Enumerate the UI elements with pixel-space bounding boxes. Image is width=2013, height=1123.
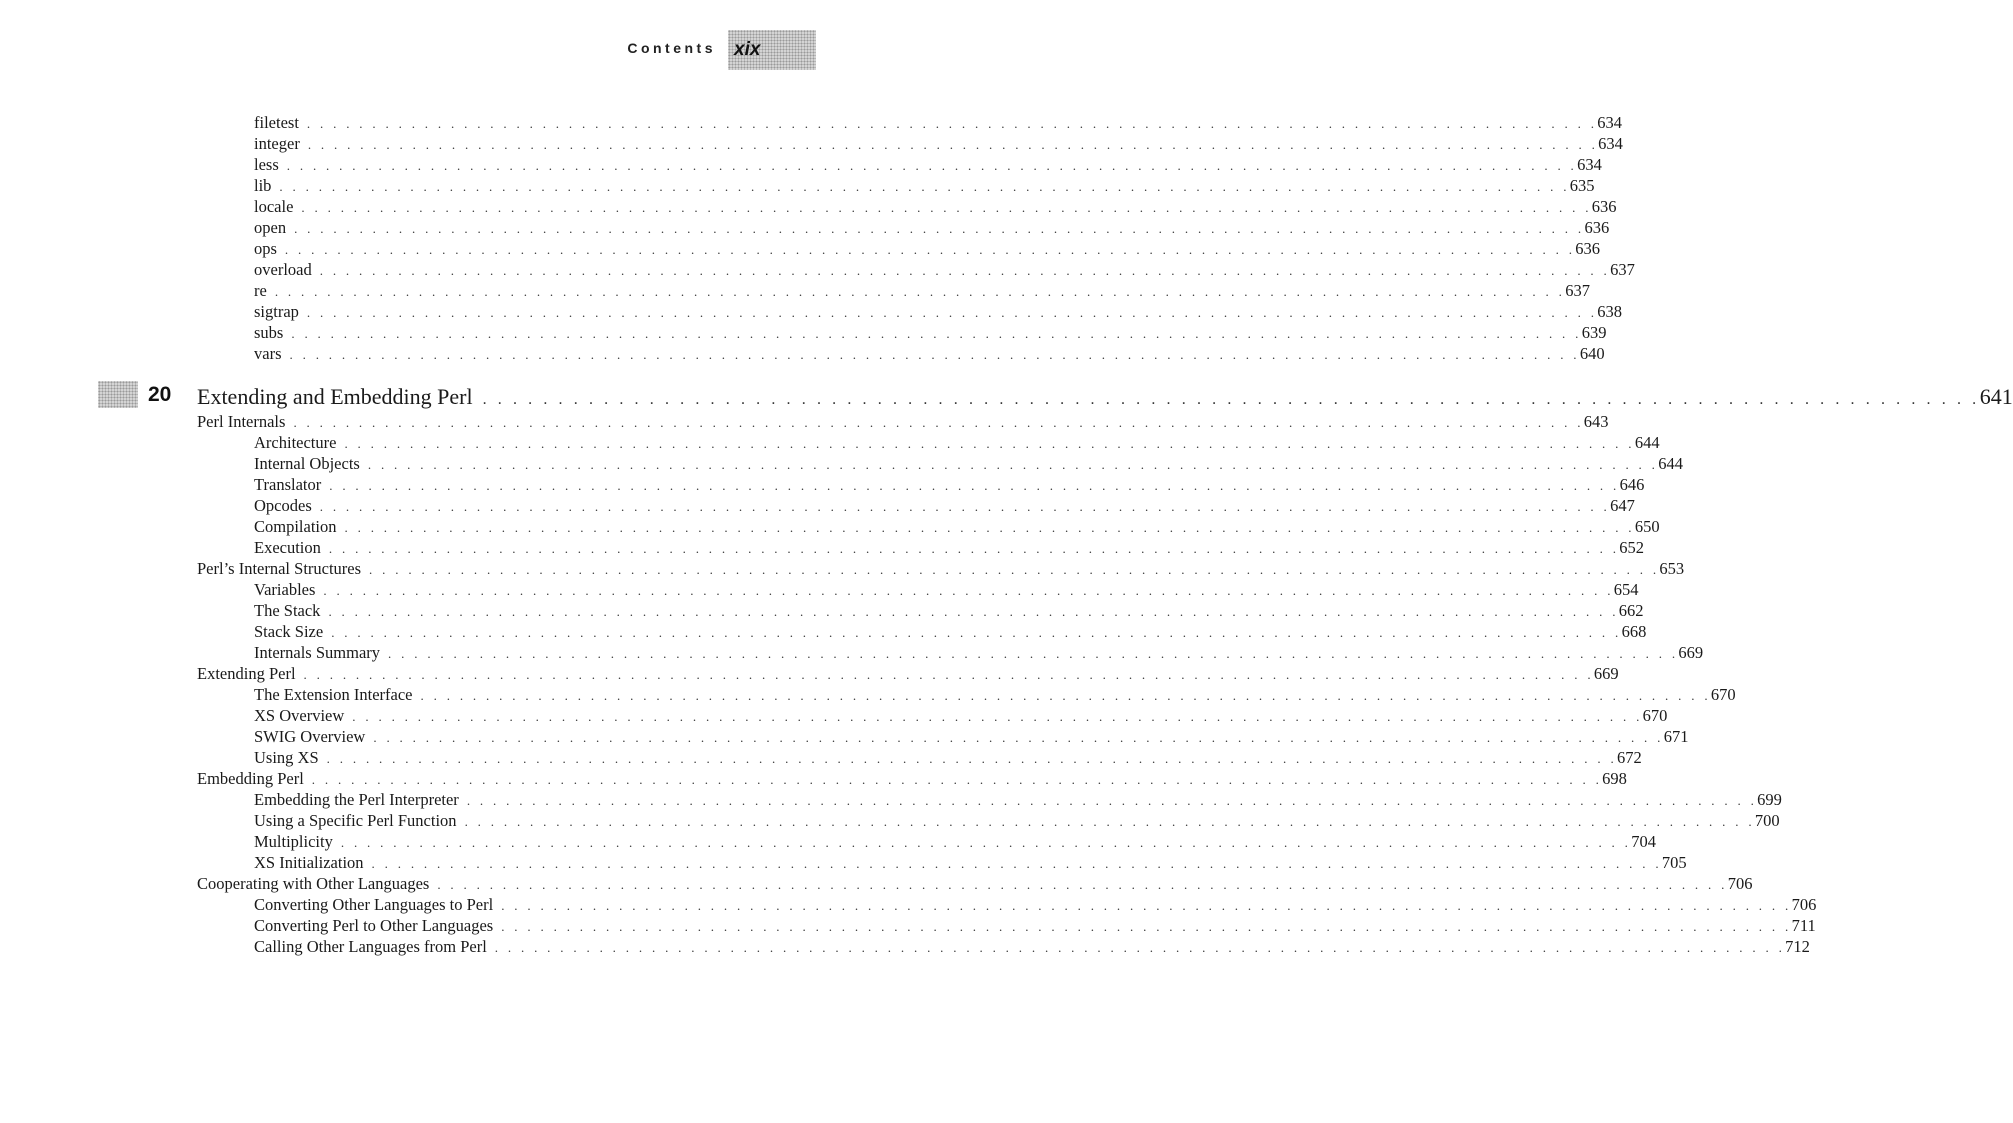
toc-entry-page: 654 [1613, 580, 1639, 599]
toc-entry-title: SWIG Overview [254, 727, 366, 746]
running-header-title: Contents [627, 40, 716, 56]
toc-entry-page: 637 [1610, 260, 1635, 279]
chapter-heading[interactable] [197, 383, 2013, 411]
dot-leader: . . . . . . . . . . . . . . . . . . . . . . . . . . . . . . . . . . . . . . . . . . . . . . . . . . . . . . . . . . . . . . . . . . . . . . . . . . . . . . . . . . . . . . . . . . . . . . . . . . . [311, 772, 1603, 787]
dot-leader: . . . . . . . . . . . . . . . . . . . . . . . . . . . . . . . . . . . . . . . . . . . . . . . . . . . . . . . . . . . . . . . . . . . . . . . . . . . . . . . . . . . . . . . . . . . . . . . . . . . [344, 520, 1635, 535]
toc-entry[interactable] [254, 579, 1639, 600]
toc-entry-page: 638 [1597, 302, 1623, 321]
toc-entry-title: re [254, 281, 267, 300]
dot-leader: . . . . . . . . . . . . . . . . . . . . . . . . . . . . . . . . . . . . . . . . . . . . . . . . . . . . . . . . . . . . . . . . . . . . . . . . . . . . . . . . . . . . . . . . . . . . . . . . . . . [301, 200, 1592, 215]
dot-leader: . . . . . . . . . . . . . . . . . . . . . . . . . . . . . . . . . . . . . . . . . . . . . . . . . . . . . . . . . . . . . . . . . . . . . . . . . . . . . . . . . . . . . . . . . . . . . . . . . . . [340, 835, 1632, 850]
toc-entry-page: 644 [1658, 454, 1683, 473]
toc-entry-title: Variables [254, 580, 316, 599]
toc-entry-title: Internal Objects [254, 454, 360, 473]
toc-entry[interactable] [254, 936, 1810, 957]
dot-leader: . . . . . . . . . . . . . . . . . . . . . . . . . . . . . . . . . . . . . . . . . . . . . . . . . . . . . . . . . . . . . . . . . . . . . . . . . . . . . . . . . . . . . . . . . . . . . . . . . . . [323, 583, 1614, 598]
toc-entry-page: 647 [1610, 496, 1635, 515]
toc-entry-title: XS Initialization [254, 853, 364, 872]
toc-entry-title: Translator [254, 475, 322, 494]
toc-entry[interactable] [254, 154, 1602, 175]
toc-entry-page: 652 [1619, 538, 1645, 557]
dot-leader: . . . . . . . . . . . . . . . . . . . . . . . . . . . . . . . . . . . . . . . . . . . . . . . . . . . . . . . . . . . . . . . . . . . . . . . . . . . . . . . . . . . . . . . . . . . . . . . . . . . [326, 751, 1617, 766]
toc-entry-title: Stack Size [254, 622, 324, 641]
toc-entry[interactable] [254, 600, 1644, 621]
toc-entry-title: The Stack [254, 601, 321, 620]
toc-entry-title: filetest [254, 113, 299, 132]
toc-entry-page: 700 [1754, 811, 1780, 830]
toc-entry[interactable] [197, 663, 1619, 684]
toc-entry[interactable] [254, 621, 1647, 642]
toc-entry[interactable] [197, 768, 1627, 789]
dot-leader: . . . . . . . . . . . . . . . . . . . . . . . . . . . . . . . . . . . . . . . . . . . . . . . . . . . . . . . . . . . . . . . . . . . . . . . . . . . . . . . . . . . . . . . . . . . . . . . . . . . [328, 541, 1620, 556]
toc-entry-page: 637 [1565, 281, 1590, 300]
toc-entry-title: Embedding Perl [197, 769, 304, 788]
dot-leader: . . . . . . . . . . . . . . . . . . . . . . . . . . . . . . . . . . . . . . . . . . . . . . . . . . . . . . . . . . . . . . . . . . . . . . . . . . . . . . . . . . . . . . . . . . . . . . . . . . . [388, 646, 1679, 661]
dot-leader: . . . . . . . . . . . . . . . . . . . . . . . . . . . . . . . . . . . . . . . . . . . . . . . . . . . . . . . . . . . . . . . . . . . . . . . . . . . . . . . . . . . . . . . . . . . . . . . . . . . [291, 326, 1582, 341]
toc-entry[interactable] [254, 259, 1635, 280]
toc-entry[interactable] [254, 705, 1668, 726]
toc-entry-title: Opcodes [254, 496, 312, 515]
toc-entry[interactable] [254, 852, 1687, 873]
toc-entry-title: Execution [254, 538, 321, 557]
chapter-tab [98, 381, 138, 408]
toc-entry-page: 671 [1663, 727, 1689, 746]
dot-leader: . . . . . . . . . . . . . . . . . . . . . . . . . . . . . . . . . . . . . . . . . . . . . . . . . . . . . . . . . . . . . . . . . . . . . . . . . . . . . . . . . . . . . . . . . . . . . . . . . . . [279, 179, 1570, 194]
toc-entry[interactable] [254, 537, 1645, 558]
dot-leader: . . . . . . . . . . . . . . . . . . . . . . . . . . . . . . . . . . . . . . . . . . . . . . . . . . . . . . . . . . . . . . . . . . . . . . . . . . . . . . . . . . . . . . . . . . . . . . . . . . . [289, 347, 1580, 362]
toc-entry-title: Cooperating with Other Languages [197, 874, 430, 893]
toc-entry-page: 636 [1584, 218, 1610, 237]
toc-entry-title: Using XS [254, 748, 319, 767]
toc-entry[interactable] [197, 411, 1609, 432]
dot-leader: . . . . . . . . . . . . . . . . . . . . . . . . . . . . . . . . . . . . . . . . . . . . . . . . . . . . . . . . . . . . . . . . . . . . . . . . . . . . . . . . . . . . . . . . . . . . . . . . . . . [464, 814, 1755, 829]
toc-entry-page: 636 [1591, 197, 1617, 216]
toc-entry-title: Extending Perl [197, 664, 296, 683]
toc-entry-title: XS Overview [254, 706, 345, 725]
toc-entry-page: 698 [1602, 769, 1627, 788]
toc-entry-page: 653 [1659, 559, 1685, 578]
toc-entry-title: sigtrap [254, 302, 299, 321]
toc-entry-page: 712 [1785, 937, 1810, 956]
toc-entry-title: locale [254, 197, 294, 216]
toc-entry[interactable] [254, 474, 1645, 495]
toc-entry-title: Internals Summary [254, 643, 381, 662]
toc-entry-page: 644 [1634, 433, 1660, 452]
toc-entry-title: Converting Perl to Other Languages [254, 916, 494, 935]
dot-leader: . . . . . . . . . . . . . . . . . . . . . . . . . . . . . . . . . . . . . . . . . . . . . . . . . . . . . . . . . . . . . . . . . . . . . . . . . . . . . . . . . . . . . . . . . . . . . . . . . . . [420, 688, 1711, 703]
dot-leader: . . . . . . . . . . . . . . . . . . . . . . . . . . . . . . . . . . . . . . . . . . . . . . . . . . . . . . . . . . . . . . . . . . . . . . . . . . . . . . . . . . . . . . . . . . . . . . . . . . . [466, 793, 1758, 808]
toc-entry-title: Multiplicity [254, 832, 333, 851]
toc-entry-title: vars [254, 344, 282, 363]
toc-entry[interactable] [254, 322, 1607, 343]
toc-entry-title: open [254, 218, 287, 237]
toc-entry-page: 634 [1577, 155, 1602, 174]
toc-entry-title: Using a Specific Perl Function [254, 811, 457, 830]
toc-entry[interactable] [254, 894, 1817, 915]
toc-entry-title: Converting Other Languages to Perl [254, 895, 494, 914]
toc-entry-page: 670 [1642, 706, 1668, 725]
toc-entry-page: 669 [1678, 643, 1704, 662]
toc-entry-page: 670 [1710, 685, 1736, 704]
toc-entry[interactable] [254, 280, 1590, 301]
dot-leader: . . . . . . . . . . . . . . . . . . . . . . . . . . . . . . . . . . . . . . . . . . . . . . . . . . . . . . . . . . . . . . . . . . . . . . . . . . . . . . . . . . . . . . . . . . . . . . . . . . . [284, 242, 1576, 257]
toc-entry[interactable] [197, 873, 1753, 894]
toc-entry-page: 706 [1727, 874, 1753, 893]
toc-entry[interactable] [254, 175, 1595, 196]
dot-leader: . . . . . . . . . . . . . . . . . . . . . . . . . . . . . . . . . . . . . . . . . . . . . . . . . . . . . . . . . . . . . . . . . . . . . . . . . . . . . . . . . . . . . . . . . . . . . . . . . . . [329, 478, 1620, 493]
toc-entry-title: Embedding the Perl Interpreter [254, 790, 459, 809]
toc-entry-page: 646 [1619, 475, 1645, 494]
toc-entry-page: 706 [1791, 895, 1817, 914]
toc-entry[interactable] [254, 831, 1656, 852]
toc-entry-page: 704 [1631, 832, 1656, 851]
dot-leader: . . . . . . . . . . . . . . . . . . . . . . . . . . . . . . . . . . . . . . . . . . . . . . . . . . . . . . . . . . . . . . . . . . . . . . . . . . . . . . . . . . . . . . . . . . . . . . . . . . . [344, 436, 1635, 451]
dot-leader: . . . . . . . . . . . . . . . . . . . . . . . . . . . . . . . . . . . . . . . . . . . . . . . . . . . . . . . . . . . . . . . . . . . . . . . . . . . . . . . . . . . . . . . . . . . . . . . . . . . [294, 221, 1585, 236]
chapter-title: Extending and Embedding Perl [197, 384, 473, 409]
toc-entry[interactable] [254, 343, 1605, 364]
toc-entry-page: 669 [1593, 664, 1619, 683]
toc-entry-page: 636 [1575, 239, 1601, 258]
toc-entry-page: 699 [1757, 790, 1782, 809]
toc-entry-title: The Extension Interface [254, 685, 413, 704]
dot-leader: . . . . . . . . . . . . . . . . . . . . . . . . . . . . . . . . . . . . . . . . . . . . . . . . . . . . . . . . . . . . . . . . . . . . . . . . . . . . . . . . . . . . . . . . . . . . . . . . . . . [437, 877, 1728, 892]
toc-entry[interactable] [254, 495, 1635, 516]
toc-entry[interactable] [254, 133, 1623, 154]
dot-leader: . . . . . . . . . . . . . . . . . . . . . . . . . . . . . . . . . . . . . . . . . . . . . . . . . . . . . . . . . . . . . . . . . . . . . . . . . . . . . . . . . . . . . . . . . . . . . . . . . . . [306, 116, 1598, 131]
toc-entry[interactable] [254, 684, 1736, 705]
toc-entry[interactable] [254, 217, 1610, 238]
toc-entry-title: integer [254, 134, 300, 153]
dot-leader: . . . . . . . . . . . . . . . . . . . . . . . . . . . . . . . . . . . . . . . . . . . . . . . . . . . . . . . . . . . . . . . . . . . . . . . . . . . . . . . . . . . . . . . . . . . . . . . . . . . [286, 158, 1578, 173]
toc-entry-page: 634 [1598, 134, 1623, 153]
toc-entry[interactable] [197, 558, 1685, 579]
dot-leader: . . . . . . . . . . . . . . . . . . . . . . . . . . . . . . . . . . . . . . . . . . . . . . . . . . . . . . . . . . . . . . . . . . . . . . . . . . . . . . . . . . . . . . . . . . . . . . . . . . . [367, 457, 1659, 472]
toc-entry[interactable] [254, 453, 1683, 474]
toc-entry[interactable] [254, 915, 1816, 936]
toc-entry[interactable] [254, 810, 1780, 831]
dot-leader: . . . . . . . . . . . . . . . . . . . . . . . . . . . . . . . . . . . . . . . . . . . . . . . . . . . . . . . . . . . . . . . . . . . . . . . . . . . . . . . . . . . . . . . . . . . . . . . . . . . [306, 305, 1598, 320]
toc-entry[interactable] [254, 726, 1689, 747]
toc-entry[interactable] [254, 301, 1623, 322]
toc-entry[interactable] [254, 238, 1601, 259]
toc-entry-page: 635 [1569, 176, 1595, 195]
toc-entry-title: less [254, 155, 279, 174]
toc-entry-page: 711 [1791, 916, 1816, 935]
dot-leader: . . . . . . . . . . . . . . . . . . . . . . . . . . . . . . . . . . . . . . . . . . . . . . . . . . . . . . . . . . . . . . . . . . . . . . . . . . . . . . . . . . . . . . . . . . . . . . . . . . . [482, 391, 1980, 408]
dot-leader: . . . . . . . . . . . . . . . . . . . . . . . . . . . . . . . . . . . . . . . . . . . . . . . . . . . . . . . . . . . . . . . . . . . . . . . . . . . . . . . . . . . . . . . . . . . . . . . . . . . [274, 284, 1566, 299]
toc-entry[interactable] [254, 516, 1660, 537]
dot-leader: . . . . . . . . . . . . . . . . . . . . . . . . . . . . . . . . . . . . . . . . . . . . . . . . . . . . . . . . . . . . . . . . . . . . . . . . . . . . . . . . . . . . . . . . . . . . . . . . . . . [303, 667, 1594, 682]
toc-entry-page: 639 [1581, 323, 1607, 342]
dot-leader: . . . . . . . . . . . . . . . . . . . . . . . . . . . . . . . . . . . . . . . . . . . . . . . . . . . . . . . . . . . . . . . . . . . . . . . . . . . . . . . . . . . . . . . . . . . . . . . . . . . [494, 940, 1786, 955]
chapter-number: 20 [148, 383, 172, 406]
toc-entry[interactable] [254, 432, 1660, 453]
toc-entry-title: lib [254, 176, 272, 195]
toc-entry-page: 662 [1618, 601, 1644, 620]
toc-entry[interactable] [254, 112, 1623, 133]
toc-entry[interactable] [254, 196, 1617, 217]
toc-entry-title: Perl Internals [197, 412, 286, 431]
dot-leader: . . . . . . . . . . . . . . . . . . . . . . . . . . . . . . . . . . . . . . . . . . . . . . . . . . . . . . . . . . . . . . . . . . . . . . . . . . . . . . . . . . . . . . . . . . . . . . . . . . . [501, 919, 1792, 934]
dot-leader: . . . . . . . . . . . . . . . . . . . . . . . . . . . . . . . . . . . . . . . . . . . . . . . . . . . . . . . . . . . . . . . . . . . . . . . . . . . . . . . . . . . . . . . . . . . . . . . . . . . [371, 856, 1662, 871]
dot-leader: . . . . . . . . . . . . . . . . . . . . . . . . . . . . . . . . . . . . . . . . . . . . . . . . . . . . . . . . . . . . . . . . . . . . . . . . . . . . . . . . . . . . . . . . . . . . . . . . . . . [319, 499, 1611, 514]
toc-entry-title: Compilation [254, 517, 337, 536]
toc-entry-page: 643 [1583, 412, 1609, 431]
toc-entry-title: Perl’s Internal Structures [197, 559, 362, 578]
dot-leader: . . . . . . . . . . . . . . . . . . . . . . . . . . . . . . . . . . . . . . . . . . . . . . . . . . . . . . . . . . . . . . . . . . . . . . . . . . . . . . . . . . . . . . . . . . . . . . . . . . . [373, 730, 1664, 745]
toc-entry-title: subs [254, 323, 284, 342]
toc-entry[interactable] [254, 747, 1642, 768]
dot-leader: . . . . . . . . . . . . . . . . . . . . . . . . . . . . . . . . . . . . . . . . . . . . . . . . . . . . . . . . . . . . . . . . . . . . . . . . . . . . . . . . . . . . . . . . . . . . . . . . . . . [307, 137, 1599, 152]
toc-entry[interactable] [254, 789, 1782, 810]
dot-leader: . . . . . . . . . . . . . . . . . . . . . . . . . . . . . . . . . . . . . . . . . . . . . . . . . . . . . . . . . . . . . . . . . . . . . . . . . . . . . . . . . . . . . . . . . . . . . . . . . . . [331, 625, 1622, 640]
toc-entry-title: Calling Other Languages from Perl [254, 937, 487, 956]
dot-leader: . . . . . . . . . . . . . . . . . . . . . . . . . . . . . . . . . . . . . . . . . . . . . . . . . . . . . . . . . . . . . . . . . . . . . . . . . . . . . . . . . . . . . . . . . . . . . . . . . . . [369, 562, 1660, 577]
toc-entry-page: 650 [1634, 517, 1660, 536]
toc-entry-title: ops [254, 239, 277, 258]
toc-entry-title: overload [254, 260, 312, 279]
toc-entry-title: Architecture [254, 433, 337, 452]
dot-leader: . . . . . . . . . . . . . . . . . . . . . . . . . . . . . . . . . . . . . . . . . . . . . . . . . . . . . . . . . . . . . . . . . . . . . . . . . . . . . . . . . . . . . . . . . . . . . . . . . . . [293, 415, 1584, 430]
page-number: xix [734, 39, 761, 60]
toc-entry[interactable] [254, 642, 1704, 663]
toc-entry-page: 672 [1617, 748, 1642, 767]
dot-leader: . . . . . . . . . . . . . . . . . . . . . . . . . . . . . . . . . . . . . . . . . . . . . . . . . . . . . . . . . . . . . . . . . . . . . . . . . . . . . . . . . . . . . . . . . . . . . . . . . . . [328, 604, 1619, 619]
dot-leader: . . . . . . . . . . . . . . . . . . . . . . . . . . . . . . . . . . . . . . . . . . . . . . . . . . . . . . . . . . . . . . . . . . . . . . . . . . . . . . . . . . . . . . . . . . . . . . . . . . . [319, 263, 1611, 278]
toc-entry-page: 640 [1579, 344, 1605, 363]
chapter-page: 641 [1979, 384, 2013, 409]
toc-entry-page: 705 [1661, 853, 1687, 872]
toc-entry-page: 668 [1621, 622, 1647, 641]
dot-leader: . . . . . . . . . . . . . . . . . . . . . . . . . . . . . . . . . . . . . . . . . . . . . . . . . . . . . . . . . . . . . . . . . . . . . . . . . . . . . . . . . . . . . . . . . . . . . . . . . . . [501, 898, 1792, 913]
toc-entry-page: 634 [1597, 113, 1623, 132]
dot-leader: . . . . . . . . . . . . . . . . . . . . . . . . . . . . . . . . . . . . . . . . . . . . . . . . . . . . . . . . . . . . . . . . . . . . . . . . . . . . . . . . . . . . . . . . . . . . . . . . . . . [352, 709, 1643, 724]
